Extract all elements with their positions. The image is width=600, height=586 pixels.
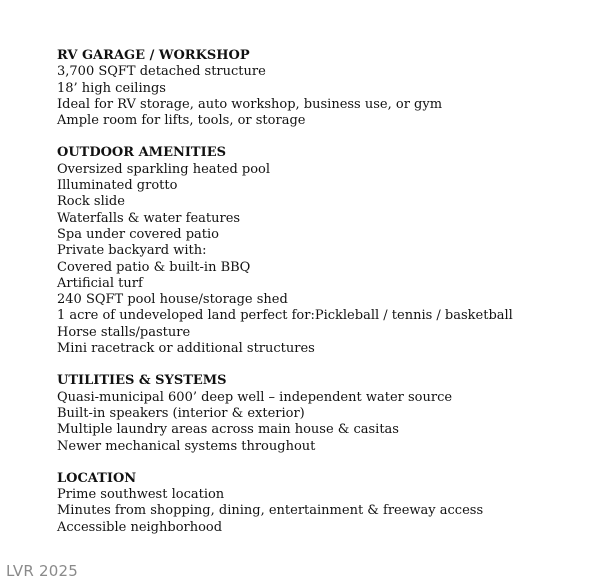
list-item: Ample room for lifts, tools, or storage <box>57 113 306 129</box>
list-item: Multiple laundry areas across main house & casitas <box>57 422 399 438</box>
section-location <box>57 471 587 536</box>
list-item: Artificial turf <box>57 275 143 291</box>
list-item: 3,700 SQFT detached structure <box>57 64 266 80</box>
list-item: Accessible neighborhood <box>57 519 223 535</box>
list-item: Illuminated grotto <box>57 178 178 194</box>
list-item: Private backyard with: <box>57 243 207 259</box>
section-title: OUTDOOR AMENITIES <box>57 145 226 161</box>
section-title: UTILITIES & SYSTEMS <box>57 373 227 389</box>
section-outdoor-amenities <box>57 145 587 357</box>
section-rv-garage <box>57 48 587 129</box>
list-item: Horse stalls/pasture <box>57 324 191 340</box>
list-item: Rock slide <box>57 194 125 210</box>
list-item: Oversized sparkling heated pool <box>57 161 271 177</box>
list-item: 240 SQFT pool house/storage shed <box>57 292 288 308</box>
list-item: Built-in speakers (interior & exterior) <box>57 405 305 421</box>
list-item: Spa under covered patio <box>57 226 220 242</box>
section-title: RV GARAGE / WORKSHOP <box>57 48 250 63</box>
list-item: Prime southwest location <box>57 487 225 503</box>
list-item: Mini racetrack or additional structures <box>57 341 315 357</box>
list-item: Ideal for RV storage, auto workshop, business use, or gym <box>57 96 443 112</box>
list-item: 18’ high ceilings <box>57 80 166 96</box>
list-item: Minutes from shopping, dining, entertainment & freeway access <box>57 503 484 519</box>
section-utilities-systems <box>57 373 587 454</box>
watermark: LVR 2025 <box>6 562 78 580</box>
list-item: Quasi-municipal 600’ deep well – independent water source <box>57 389 453 405</box>
list-item: Covered patio & built-in BBQ <box>57 259 251 275</box>
list-item: Newer mechanical systems throughout <box>57 438 316 454</box>
section-title: LOCATION <box>57 470 137 486</box>
document-body <box>57 48 587 552</box>
list-item: Waterfalls & water features <box>57 210 241 226</box>
list-item: 1 acre of undeveloped land perfect for:Pickleball / tennis / basketball <box>57 308 513 324</box>
